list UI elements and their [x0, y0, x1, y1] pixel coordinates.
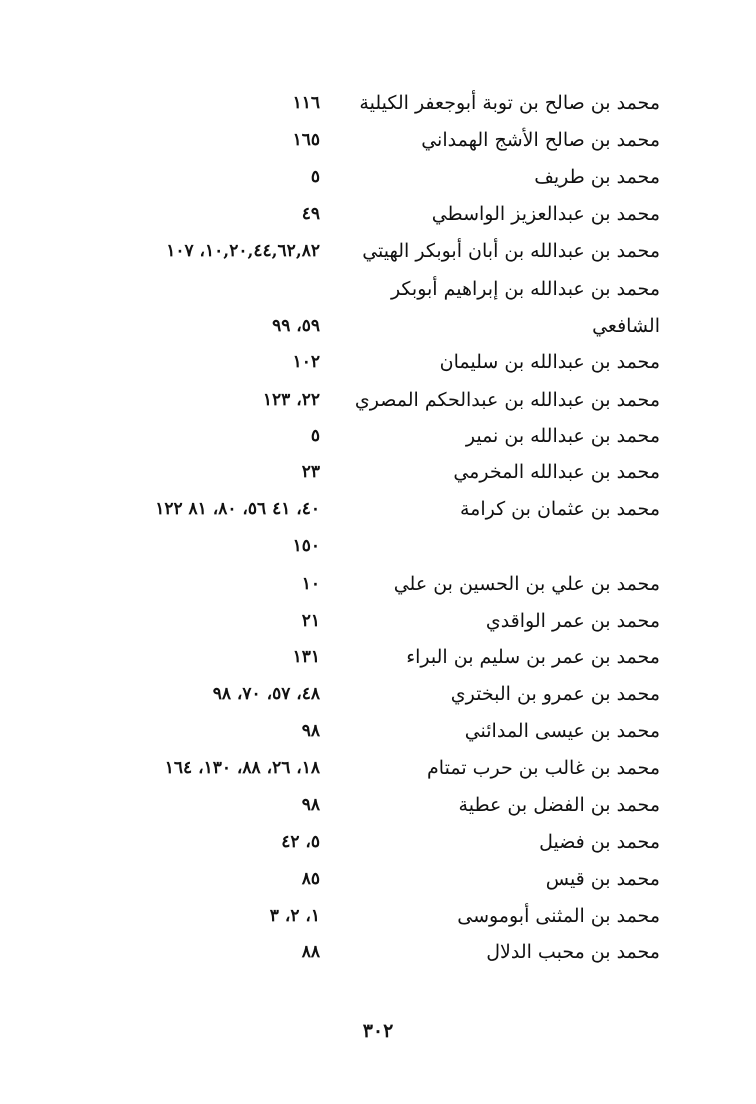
entry-pages: ١٠٢ [292, 352, 320, 372]
entry-name: الشافعي [592, 315, 660, 337]
entry-name: محمد بن عمر الواقدي [485, 610, 660, 632]
entry-pages: ١٦٥ [292, 130, 320, 150]
entry-pages: ٤٠، ٤١ ٥٦، ٨٠، ٨١ ١٢٢ [155, 499, 320, 519]
entry-pages: ١٣١ [292, 647, 320, 667]
entry-pages: ٥ [310, 167, 320, 187]
entry-name: محمد بن فضيل [539, 831, 660, 853]
entry-name: محمد بن عبدالله بن عبدالحكم المصري [354, 389, 660, 411]
entry-name: محمد بن عمر بن سليم بن البراء [406, 646, 660, 668]
index-entry [60, 642, 660, 676]
entry-name: محمد بن عبدالله المخرمي [453, 461, 660, 483]
entry-pages: ٩٨ [301, 721, 320, 741]
index-entry [60, 347, 660, 381]
index-entry [60, 494, 660, 528]
entry-pages: ٤٨، ٥٧، ٧٠، ٩٨ [212, 684, 320, 704]
index-entry [60, 125, 660, 159]
index-entry [60, 88, 660, 122]
entry-pages: ١٥٠ [292, 536, 320, 556]
index-entry [60, 679, 660, 713]
index-entry [60, 421, 660, 455]
entry-pages: ٢١ [301, 611, 320, 631]
entry-pages: ١، ٢، ٣ [269, 906, 320, 926]
index-entry [60, 937, 660, 971]
entry-pages: ١٠,٢٠,٤٤,٦٢,٨٢، ١٠٧ [166, 241, 320, 261]
entry-name: محمد بن عبدالله بن أبان أبوبكر الهيتي [362, 240, 660, 262]
index-entry [60, 606, 660, 640]
entry-pages: ٤٩ [301, 204, 320, 224]
entry-name: محمد بن عبدالله بن إبراهيم أبوبكر [390, 278, 660, 300]
entry-name: محمد بن عبدالله بن سليمان [439, 351, 660, 373]
entry-pages: ٥ [310, 426, 320, 446]
index-entry [60, 827, 660, 861]
entry-pages: ٢٣ [301, 462, 320, 482]
index-entry [60, 790, 660, 824]
index-entry [60, 236, 660, 270]
entry-name: محمد بن علي بن الحسين بن علي [393, 573, 660, 595]
entry-pages: ١١٦ [292, 93, 320, 113]
entry-pages: ٨٥ [301, 869, 320, 889]
index-entry [60, 199, 660, 233]
index-entry [60, 864, 660, 898]
entry-name: محمد بن صالح بن توبة أبوجعفر الكيلية [359, 92, 660, 114]
entry-name: محمد بن عبدالله بن نمير [465, 425, 660, 447]
index-entry [60, 901, 660, 935]
entry-name: محمد بن محبب الدلال [486, 941, 660, 963]
index-entry [60, 274, 660, 308]
entry-pages: ٨٨ [301, 942, 320, 962]
entry-name: محمد بن طريف [534, 166, 660, 188]
entry-pages: ٥، ٤٢ [281, 832, 320, 852]
entry-name: محمد بن عبدالعزيز الواسطي [431, 203, 660, 225]
index-entry [60, 385, 660, 419]
entry-name: محمد بن قيس [545, 868, 660, 890]
entry-pages: ٢٢، ١٢٣ [262, 390, 320, 410]
entry-pages: ٥٩، ٩٩ [272, 316, 320, 336]
entry-name: محمد بن صالح الأشج الهمداني [421, 129, 660, 151]
index-entry [60, 311, 660, 345]
index-entry [60, 716, 660, 750]
index-entry [60, 457, 660, 491]
entry-name: محمد بن عمرو بن البختري [450, 683, 660, 705]
entry-name: محمد بن غالب بن حرب تمتام [427, 757, 660, 779]
entry-name: محمد بن المثنى أبوموسى [457, 905, 660, 927]
entry-pages: ٩٨ [301, 795, 320, 815]
entry-pages: ١٠ [301, 574, 320, 594]
entry-name: محمد بن الفضل بن عطية [458, 794, 660, 816]
index-entry [60, 569, 660, 603]
entry-name: محمد بن عثمان بن كرامة [459, 498, 660, 520]
entry-pages: ١٨، ٢٦، ٨٨، ١٣٠، ١٦٤ [164, 758, 320, 778]
page-number: ٣٠٢ [362, 1020, 394, 1042]
index-entry [60, 753, 660, 787]
index-entry [60, 531, 660, 565]
entry-name: محمد بن عيسى المدائني [464, 720, 660, 742]
index-entry [60, 162, 660, 196]
